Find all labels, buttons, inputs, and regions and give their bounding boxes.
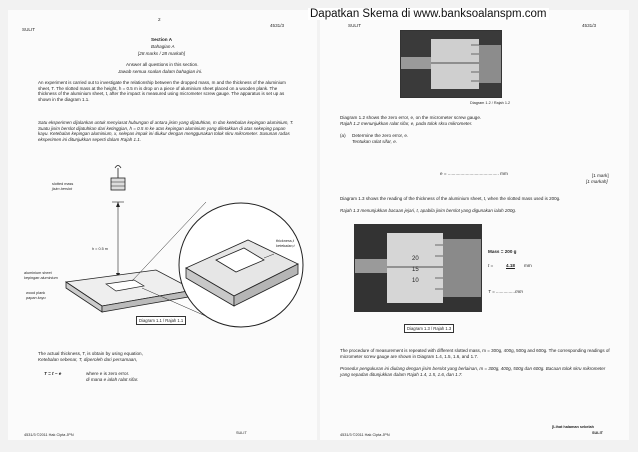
right-footer: 4531/3 ©2011 Hak Cipta JPN xyxy=(340,433,390,437)
label-slotted-mass: slotted mass xyxy=(52,182,74,186)
t-value: 4.18 xyxy=(506,263,515,268)
procedure-ms: Prosedur pengukuran ini diulang dengan jisim berslot yang berlainan, m = 300g, 400g, 500g dan 600g. Bacaan tolok skru mikrometer yang sepadan ditunjukkan dalam Rajah 1.4, 1.5, 1.6, dan 1.7. xyxy=(340,366,606,377)
scale-10: 10 xyxy=(412,278,419,284)
plank-drawing xyxy=(66,270,194,312)
diagram-1-2-caption: Diagram 1.2 / Rajah 1.2 xyxy=(470,101,511,105)
equation: T = t − e xyxy=(44,371,62,376)
label-height: h = 0.5 m xyxy=(92,247,108,251)
label-wood: wood plank xyxy=(26,291,46,295)
left-page-number: 2 xyxy=(158,17,161,22)
procedure-en: The procedure of measurement is repeated with different slotted mass, m = 300g, 400g, 500g and 600g. The corresponding readings of micrometer screw gauge are shown in Diagram 1.4, 1.5, 1.6, and 1.7. xyxy=(340,348,610,359)
t-unit: mm xyxy=(524,263,532,268)
watermark[interactable]: Dapatkan Skema di www.banksoalanspm.com xyxy=(310,8,547,20)
label-wood-ms: papan kayu xyxy=(26,296,46,300)
equation-where-ms: di mana e ialah ralat sifar. xyxy=(86,377,139,382)
intro-paragraph-ms: Satu eksperimen dijalankan untuk menyiasat hubungan di antara jisim yang dijatuhkan, m dan ketebalan kepingan aluminium, T. Suatu jisim berslot dijatuhkan dari ketinggian, h = 0.5 m ke atas kepingan aluminium yang diletakkan di atas sekeping papan kayu. Ketebalan kepingan aluminium, x, selepas impak ini diukur dengan menggunakan tolok skru mikrometer. Susunan radas eksperimen ini ditunjukkan seperti dalam Rajah 1.1. xyxy=(38,120,294,142)
intro-paragraph-en: An experiment is carried out to investigate the relationship between the dropped mass, m and the thickness of the aluminium sheet, T. The slotted mass at the height, h = 0.5 m is drop on a piece of aluminium sheet placed on a wooden plank. The thickness of the aluminium sheet, t, after the impact is measured using micrometer screw gauge. The apparatus is set up as shown in the diagram 1.1. xyxy=(38,80,286,102)
answer-marks-ms: [1 markah] xyxy=(586,179,608,184)
label-slotted-mass-ms: jisim berslot xyxy=(52,187,73,191)
diagram-1-1-caption: Diagram 1.1 / Rajah 1.1 xyxy=(136,316,186,325)
instruction: Answer all questions in this section. xyxy=(126,62,199,67)
right-footer-sulit: SULIT xyxy=(592,431,603,435)
section-title-malay: Bahagian A xyxy=(151,44,175,49)
section-title: Section A xyxy=(151,37,173,42)
diagram-1-2-photo xyxy=(400,30,502,98)
section-marks: [28 marks / 28 markah] xyxy=(138,51,185,56)
actual-thickness-ms: Ketebalan sebenar, T, diperoleh dari persamaan, xyxy=(38,357,138,362)
left-header-code: 4531/3 xyxy=(270,23,285,28)
question-a-ms: Tentukan ralat sifar, e. xyxy=(352,139,398,144)
mass-label: Mass = 200 g xyxy=(488,249,517,254)
left-header-sulit: SULIT xyxy=(22,27,36,32)
right-header-code: 4531/3 xyxy=(582,23,597,28)
equation-where: where e is zero error. xyxy=(86,371,130,376)
left-page xyxy=(8,10,317,440)
diagram-1-2-text-en: Diagram 1.2 shows the zero error, e, on the micrometer screw gauge. xyxy=(340,115,482,120)
left-footer: 4531/3 ©2011 Hak Cipta JPN xyxy=(24,433,74,437)
scale-15: 15 xyxy=(412,267,419,273)
instruction-malay: Jawab semua soalan dalam bahagian ini. xyxy=(118,69,203,74)
question-a-en: Determine the zero error, e. xyxy=(352,133,409,138)
left-footer-sulit: SULIT xyxy=(236,431,247,435)
answer-e: e = ........................................ mm xyxy=(440,171,508,176)
scale-20: 20 xyxy=(412,256,419,262)
T-label: T = ...............mm xyxy=(488,289,523,294)
question-a-label: (a) xyxy=(340,133,346,138)
right-footer-next: [Lihat halaman sebelah xyxy=(552,425,594,429)
diagram-1-2-text-ms: Rajah 1.2 menunjukkan ralat sifar, e, pada tolok skru mikrometer. xyxy=(340,121,473,126)
diagram-1-3-text-en: Diagram 1.3 shows the reading of the thickness of the aluminium sheet, t, when the slotted mass used is 200g. xyxy=(340,196,561,201)
right-header-sulit: SULIT xyxy=(348,23,362,28)
slotted-mass-drawing xyxy=(111,166,125,191)
diagram-1-3-text-ms: Rajah 1.3 menunjukkan bacaan jejari, t, apabila jisim berslot yang digunakan ialah 200g. xyxy=(340,208,517,213)
right-page xyxy=(320,10,629,440)
label-aluminium: aluminium sheet xyxy=(24,271,52,275)
label-thickness: thickness,t xyxy=(276,239,294,243)
label-thickness-ms: ketebalan,t xyxy=(276,244,295,248)
diagram-1-3-caption: Diagram 1.3 / Rajah 1.3 xyxy=(404,324,454,333)
t-label: t = xyxy=(488,263,494,268)
actual-thickness-en: The actual thickness, T, is obtain by using equation, xyxy=(38,351,143,356)
label-aluminium-ms: kepingan aluminium xyxy=(24,276,58,280)
answer-marks: [1 mark] xyxy=(592,173,609,178)
